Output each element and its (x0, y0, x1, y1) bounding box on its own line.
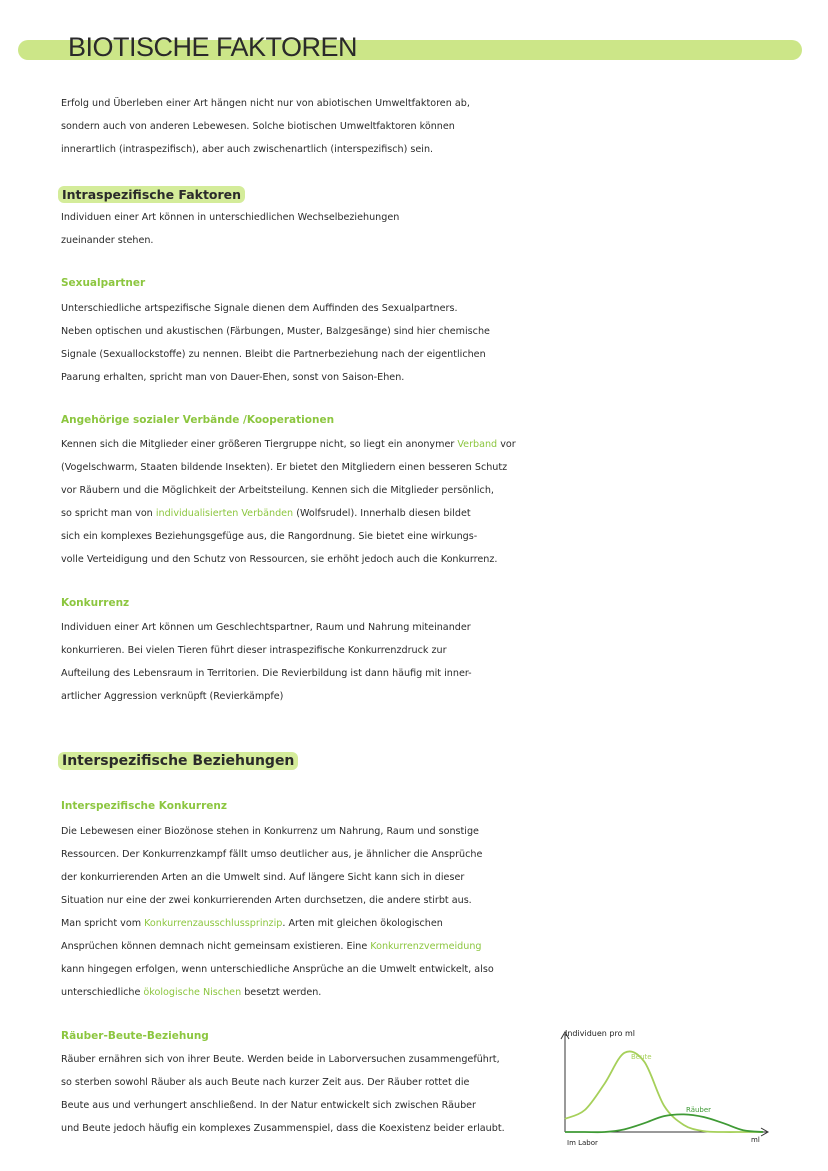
text-line: so sterben sowohl Räuber als auch Beute nach kurzer Zeit aus. Der Räuber rottet die (61, 1077, 470, 1088)
text-line: Paarung erhalten, spricht man von Dauer-Ehen, sonst von Saison-Ehen. (61, 372, 405, 383)
text-line: Ansprüchen können demnach nicht gemeinsam existieren. Eine (61, 941, 371, 952)
subheading-konkurrenz: Konkurrenz (61, 597, 130, 609)
term-verband: Verband (457, 439, 498, 450)
text-line: zueinander stehen. (61, 235, 154, 246)
text-line: der konkurrierenden Arten an die Umwelt sind. Auf längere Sicht kann sich in dieser (61, 872, 465, 883)
konkurrenz-paragraph (61, 616, 472, 708)
sexualpartner-paragraph (61, 297, 490, 389)
raeuber-beute-paragraph (61, 1048, 505, 1140)
text-line: besetzt werden. (241, 987, 322, 998)
text-line: so spricht man von (61, 508, 156, 519)
text-line: vor (497, 439, 516, 450)
text-line: Signale (Sexuallockstoffe) zu nennen. Bleibt die Partnerbeziehung nach der eigentlichen (61, 349, 486, 360)
inter-konkurrenz-paragraph (61, 820, 494, 1004)
text-line: kann hingegen erfolgen, wenn unterschiedliche Ansprüche an die Umwelt entwickelt, also (61, 964, 494, 975)
text-line: Situation nur eine der zwei konkurrierenden Arten durchsetzen, die andere stirbt aus. (61, 895, 472, 906)
text-line: konkurrieren. Bei vielen Tieren führt dieser intraspezifische Konkurrenzdruck zur (61, 645, 447, 656)
text-line: Individuen einer Art können um Geschlechtspartner, Raum und Nahrung miteinander (61, 622, 471, 633)
subheading-verbaende: Angehörige sozialer Verbände /Kooperationen (61, 414, 335, 426)
predator-prey-chart (555, 1022, 775, 1152)
subheading-raeuber-beute: Räuber-Beute-Beziehung (61, 1030, 209, 1042)
text-line: sich ein komplexes Beziehungsgefüge aus, die Rangordnung. Sie bietet eine wirkungs- (61, 531, 478, 542)
series-label-beute: Beute (631, 1053, 652, 1061)
verbaende-paragraph (61, 433, 516, 571)
section-heading-intraspezifisch: Intraspezifische Faktoren (58, 186, 245, 203)
series-line-raeuber (565, 1114, 763, 1132)
text-line: Neben optischen und akustischen (Färbungen, Muster, Balzgesänge) sind hier chemische (61, 326, 490, 337)
series-layer (565, 1051, 763, 1132)
y-axis-label: Individuen pro ml (565, 1029, 636, 1038)
intro-line: innerartlich (intraspezifisch), aber auch zwischenartlich (interspezifisch) sein. (61, 144, 434, 155)
section-heading-interspezifisch: Interspezifische Beziehungen (58, 752, 298, 770)
intraspezifisch-paragraph (61, 206, 399, 252)
term-konkurrenzausschlussprinzip: Konkurrenzausschlussprinzip (144, 918, 283, 929)
x-axis-label: ml (751, 1136, 760, 1144)
text-line: Aufteilung des Lebensraum in Territorien. Die Revierbildung ist dann häufig mit inner- (61, 668, 472, 679)
intro-line: Erfolg und Überleben einer Art hängen nicht nur von abiotischen Umweltfaktoren ab, (61, 98, 470, 109)
text-line: Beute aus und verhungert anschließend. In der Natur entwickelt sich zwischen Räuber (61, 1100, 477, 1111)
text-line: . Arten mit gleichen ökologischen (282, 918, 443, 929)
series-line-beute (565, 1051, 763, 1132)
term-individualisierte-verbaende: individualisierten Verbänden (155, 508, 294, 519)
intro-paragraph (61, 92, 470, 161)
text-line: artlicher Aggression verknüpft (Revierkämpfe) (61, 691, 284, 702)
text-line: vor Räubern und die Möglichkeit der Arbeitsteilung. Kennen sich die Mitglieder persönlich, (61, 485, 494, 496)
text-line: Die Lebewesen einer Biozönose stehen in Konkurrenz um Nahrung, Raum und sonstige (61, 826, 479, 837)
text-line: Räuber ernähren sich von ihrer Beute. Werden beide in Laborversuchen zusammengeführt, (61, 1054, 500, 1065)
page-title: BIOTISCHE FAKTOREN (68, 32, 358, 62)
series-label-raeuber: Räuber (686, 1106, 712, 1114)
text-line: (Wolfsrudel). Innerhalb diesen bildet (293, 508, 471, 519)
text-line: Individuen einer Art können in unterschiedlichen Wechselbeziehungen (61, 212, 400, 223)
text-line: (Vogelschwarm, Staaten bildende Insekten). Er bietet den Mitgliedern einen besseren Schutz (61, 462, 508, 473)
term-konkurrenzvermeidung: Konkurrenzvermeidung (370, 941, 482, 952)
text-line: Kennen sich die Mitglieder einer größeren Tiergruppe nicht, so liegt ein anonymer (61, 439, 458, 450)
subheading-sexualpartner: Sexualpartner (61, 277, 146, 289)
intro-line: sondern auch von anderen Lebewesen. Solche biotischen Umweltfaktoren können (61, 121, 455, 132)
text-line: Unterschiedliche artspezifische Signale dienen dem Auffinden des Sexualpartners. (61, 303, 458, 314)
text-line: und Beute jedoch häufig ein komplexes Zusammenspiel, dass die Koexistenz beider erlaubt. (61, 1123, 505, 1134)
text-line: unterschiedliche (61, 987, 144, 998)
chart-caption: Im Labor (567, 1139, 598, 1147)
text-line: Ressourcen. Der Konkurrenzkampf fällt umso deutlicher aus, je ähnlicher die Ansprüche (61, 849, 483, 860)
subheading-inter-konkurrenz: Interspezifische Konkurrenz (61, 800, 227, 812)
term-oekologische-nischen: ökologische Nischen (143, 987, 242, 998)
text-line: Man spricht vom (61, 918, 145, 929)
text-line: volle Verteidigung und den Schutz von Ressourcen, sie erhöht jedoch auch die Konkurrenz. (61, 554, 498, 565)
